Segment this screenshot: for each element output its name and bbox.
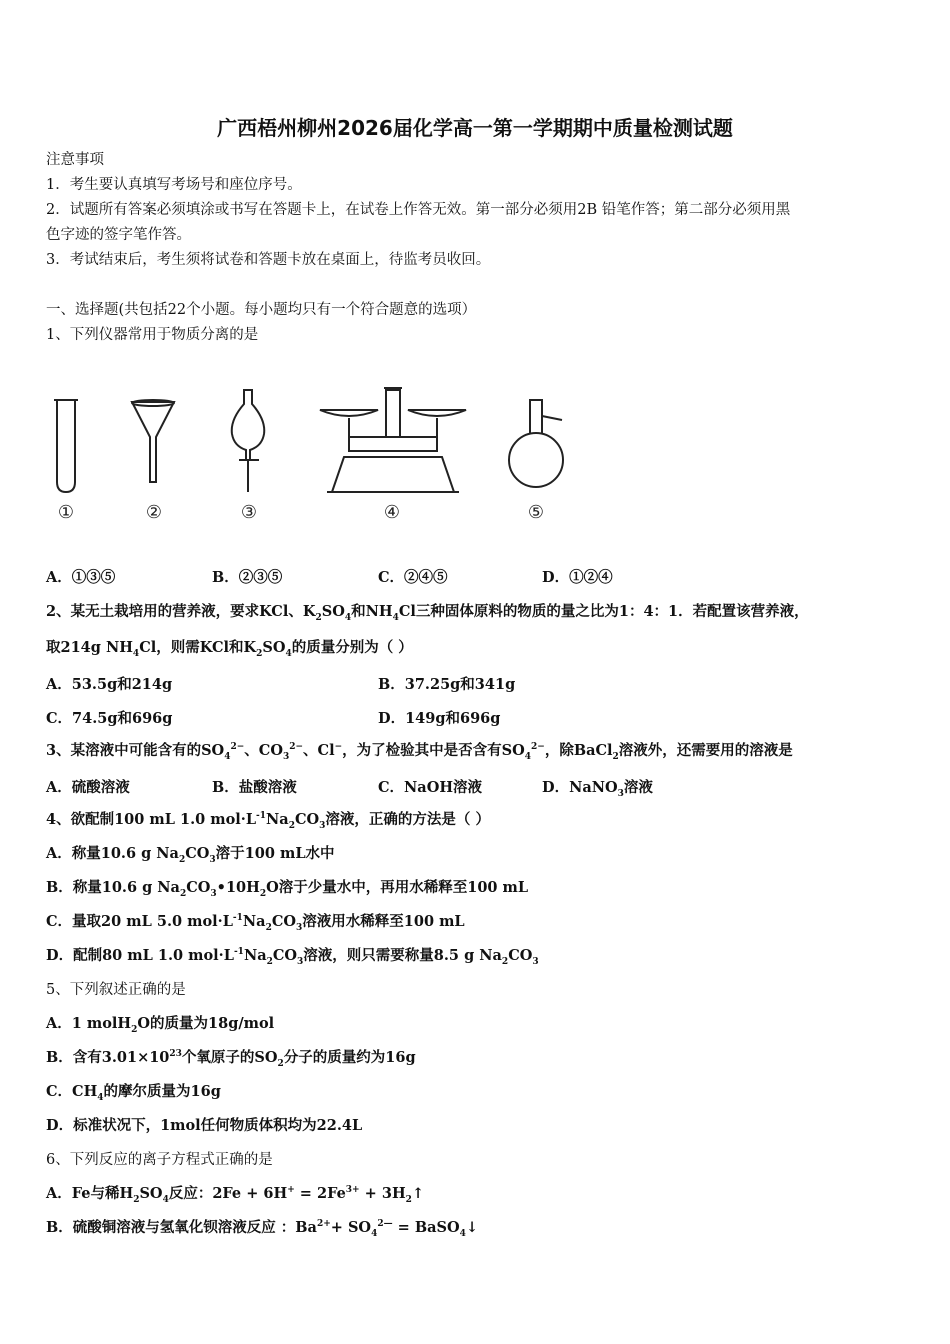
- q2-option-c[interactable]: C．74.5g和696g: [46, 710, 173, 727]
- apparatus-figure: [44, 382, 574, 532]
- q1-stem: 1、下列仪器常用于物质分离的是: [46, 327, 259, 343]
- q3-stem: 3、某溶液中可能含有的$SO_4^{2-}$、$CO_3^{2-}$、Cl−，为了检验其中是否含有$SO_4^{2-}$，除BaCl$_2$溶液外，还需要用的溶液是: [46, 742, 793, 762]
- q5-option-d[interactable]: D．标准状况下，1mol任何物质体积均为22.4L: [46, 1117, 363, 1134]
- apparatus-drawing: [44, 382, 574, 532]
- label-4: ④: [383, 502, 401, 523]
- q3-option-c[interactable]: C．NaOH溶液: [378, 779, 483, 796]
- section-heading: 一、选择题(共包括22个小题。每小题均只有一个符合题意的选项）: [46, 302, 477, 318]
- q1-option-a[interactable]: A．①③⑤: [46, 569, 116, 586]
- q2-option-d[interactable]: D．149g和696g: [378, 710, 501, 727]
- q4-option-d[interactable]: D．配制80 mL 1.0 $mol\cdot L^{-1}Na_2CO_3$溶液，则只需要称量8.5 g $Na_2CO_3$: [46, 947, 539, 967]
- label-3: ③: [240, 502, 258, 523]
- separatory-funnel-icon: [232, 390, 265, 460]
- q5-option-c[interactable]: C．$CH_4$的摩尔质量为16g: [46, 1083, 221, 1103]
- q3-option-b[interactable]: B．盐酸溶液: [212, 779, 297, 796]
- funnel-icon: [132, 402, 174, 482]
- q1-option-b[interactable]: B．②③⑤: [212, 569, 283, 586]
- label-2: ②: [145, 502, 163, 523]
- flask-icon: [509, 400, 563, 487]
- q1-option-c[interactable]: C．②④⑤: [378, 569, 448, 586]
- notice-heading: 注意事项: [46, 152, 104, 168]
- q2-option-a[interactable]: A．53.5g和214g: [46, 676, 173, 693]
- notice-item-1: 1．考生要认真填写考场号和座位序号。: [46, 177, 302, 193]
- test-tube-icon: [57, 400, 75, 492]
- notice-item-2b: 色字迹的签字笔作答。: [46, 227, 191, 243]
- q4-option-b[interactable]: B．称量10.6 g $Na_2CO_3•10H_2O$溶于少量水中，再用水稀释至100 mL: [46, 879, 529, 899]
- q2-stem-1: 2、某无土栽培用的营养液，要求KCl、$K_2SO_4$和$NH_4Cl$三种固体原料的物质的量之比为1：4：1．若配置该营养液，: [46, 603, 809, 623]
- q6-option-a[interactable]: A．Fe与稀$H_2SO_4$反应：$2Fe + 6H^+ = 2Fe^{3+}$ + $3H_2↑$: [46, 1185, 425, 1205]
- notice-item-3: 3．考试结束后，考生须将试卷和答题卡放在桌面上，待监考员收回。: [46, 252, 491, 268]
- q5-option-b[interactable]: B．含有$3.01\times 10^{23}$个氧原子的$SO_2$分子的质量约为16g: [46, 1049, 416, 1069]
- balance-icon: [320, 388, 466, 492]
- label-5: ⑤: [527, 502, 545, 523]
- q1-option-d[interactable]: D．①②④: [542, 569, 613, 586]
- notice-item-2a: 2．试题所有答案必须填涂或书写在答题卡上，在试卷上作答无效。第一部分必须用2B 铅笔作答；第二部分必须用黑: [46, 202, 791, 218]
- q4-option-c[interactable]: C．量取20 mL 5.0 $mol\cdot L^{-1}Na_2CO_3$溶液用水稀释至100 mL: [46, 913, 465, 933]
- q4-stem: 4、欲配制100 mL 1.0 $mol\cdot L^{-1}Na_2CO_3$溶液，正确的方法是（ ）: [46, 811, 490, 831]
- label-1: ①: [57, 502, 75, 523]
- q2-stem-2: 取214g $NH_4Cl$，则需KCl和$K_2SO_4$的质量分别为（ ）: [46, 639, 413, 659]
- q6-stem: 6、下列反应的离子方程式正确的是: [46, 1152, 273, 1168]
- q3-option-a[interactable]: A．硫酸溶液: [46, 779, 130, 796]
- q3-option-d[interactable]: D．NaNO$_3$溶液: [542, 779, 653, 799]
- q6-option-b[interactable]: B．硫酸铜溶液与氢氧化钡溶液反应 ：$Ba^{2+}+ SO_4^{2—}$ = BaSO$_4$↓: [46, 1219, 479, 1239]
- page-title: 广西梧州柳州2026届化学高一第一学期期中质量检测试题: [217, 116, 733, 140]
- q5-option-a[interactable]: A．1 molH$_2$O的质量为18g/mol: [46, 1015, 275, 1035]
- q2-option-b[interactable]: B．37.25g和341g: [378, 676, 516, 693]
- q4-option-a[interactable]: A．称量10.6 g $Na_2CO_3$溶于100 mL水中: [46, 845, 335, 865]
- q5-stem: 5、下列叙述正确的是: [46, 982, 186, 998]
